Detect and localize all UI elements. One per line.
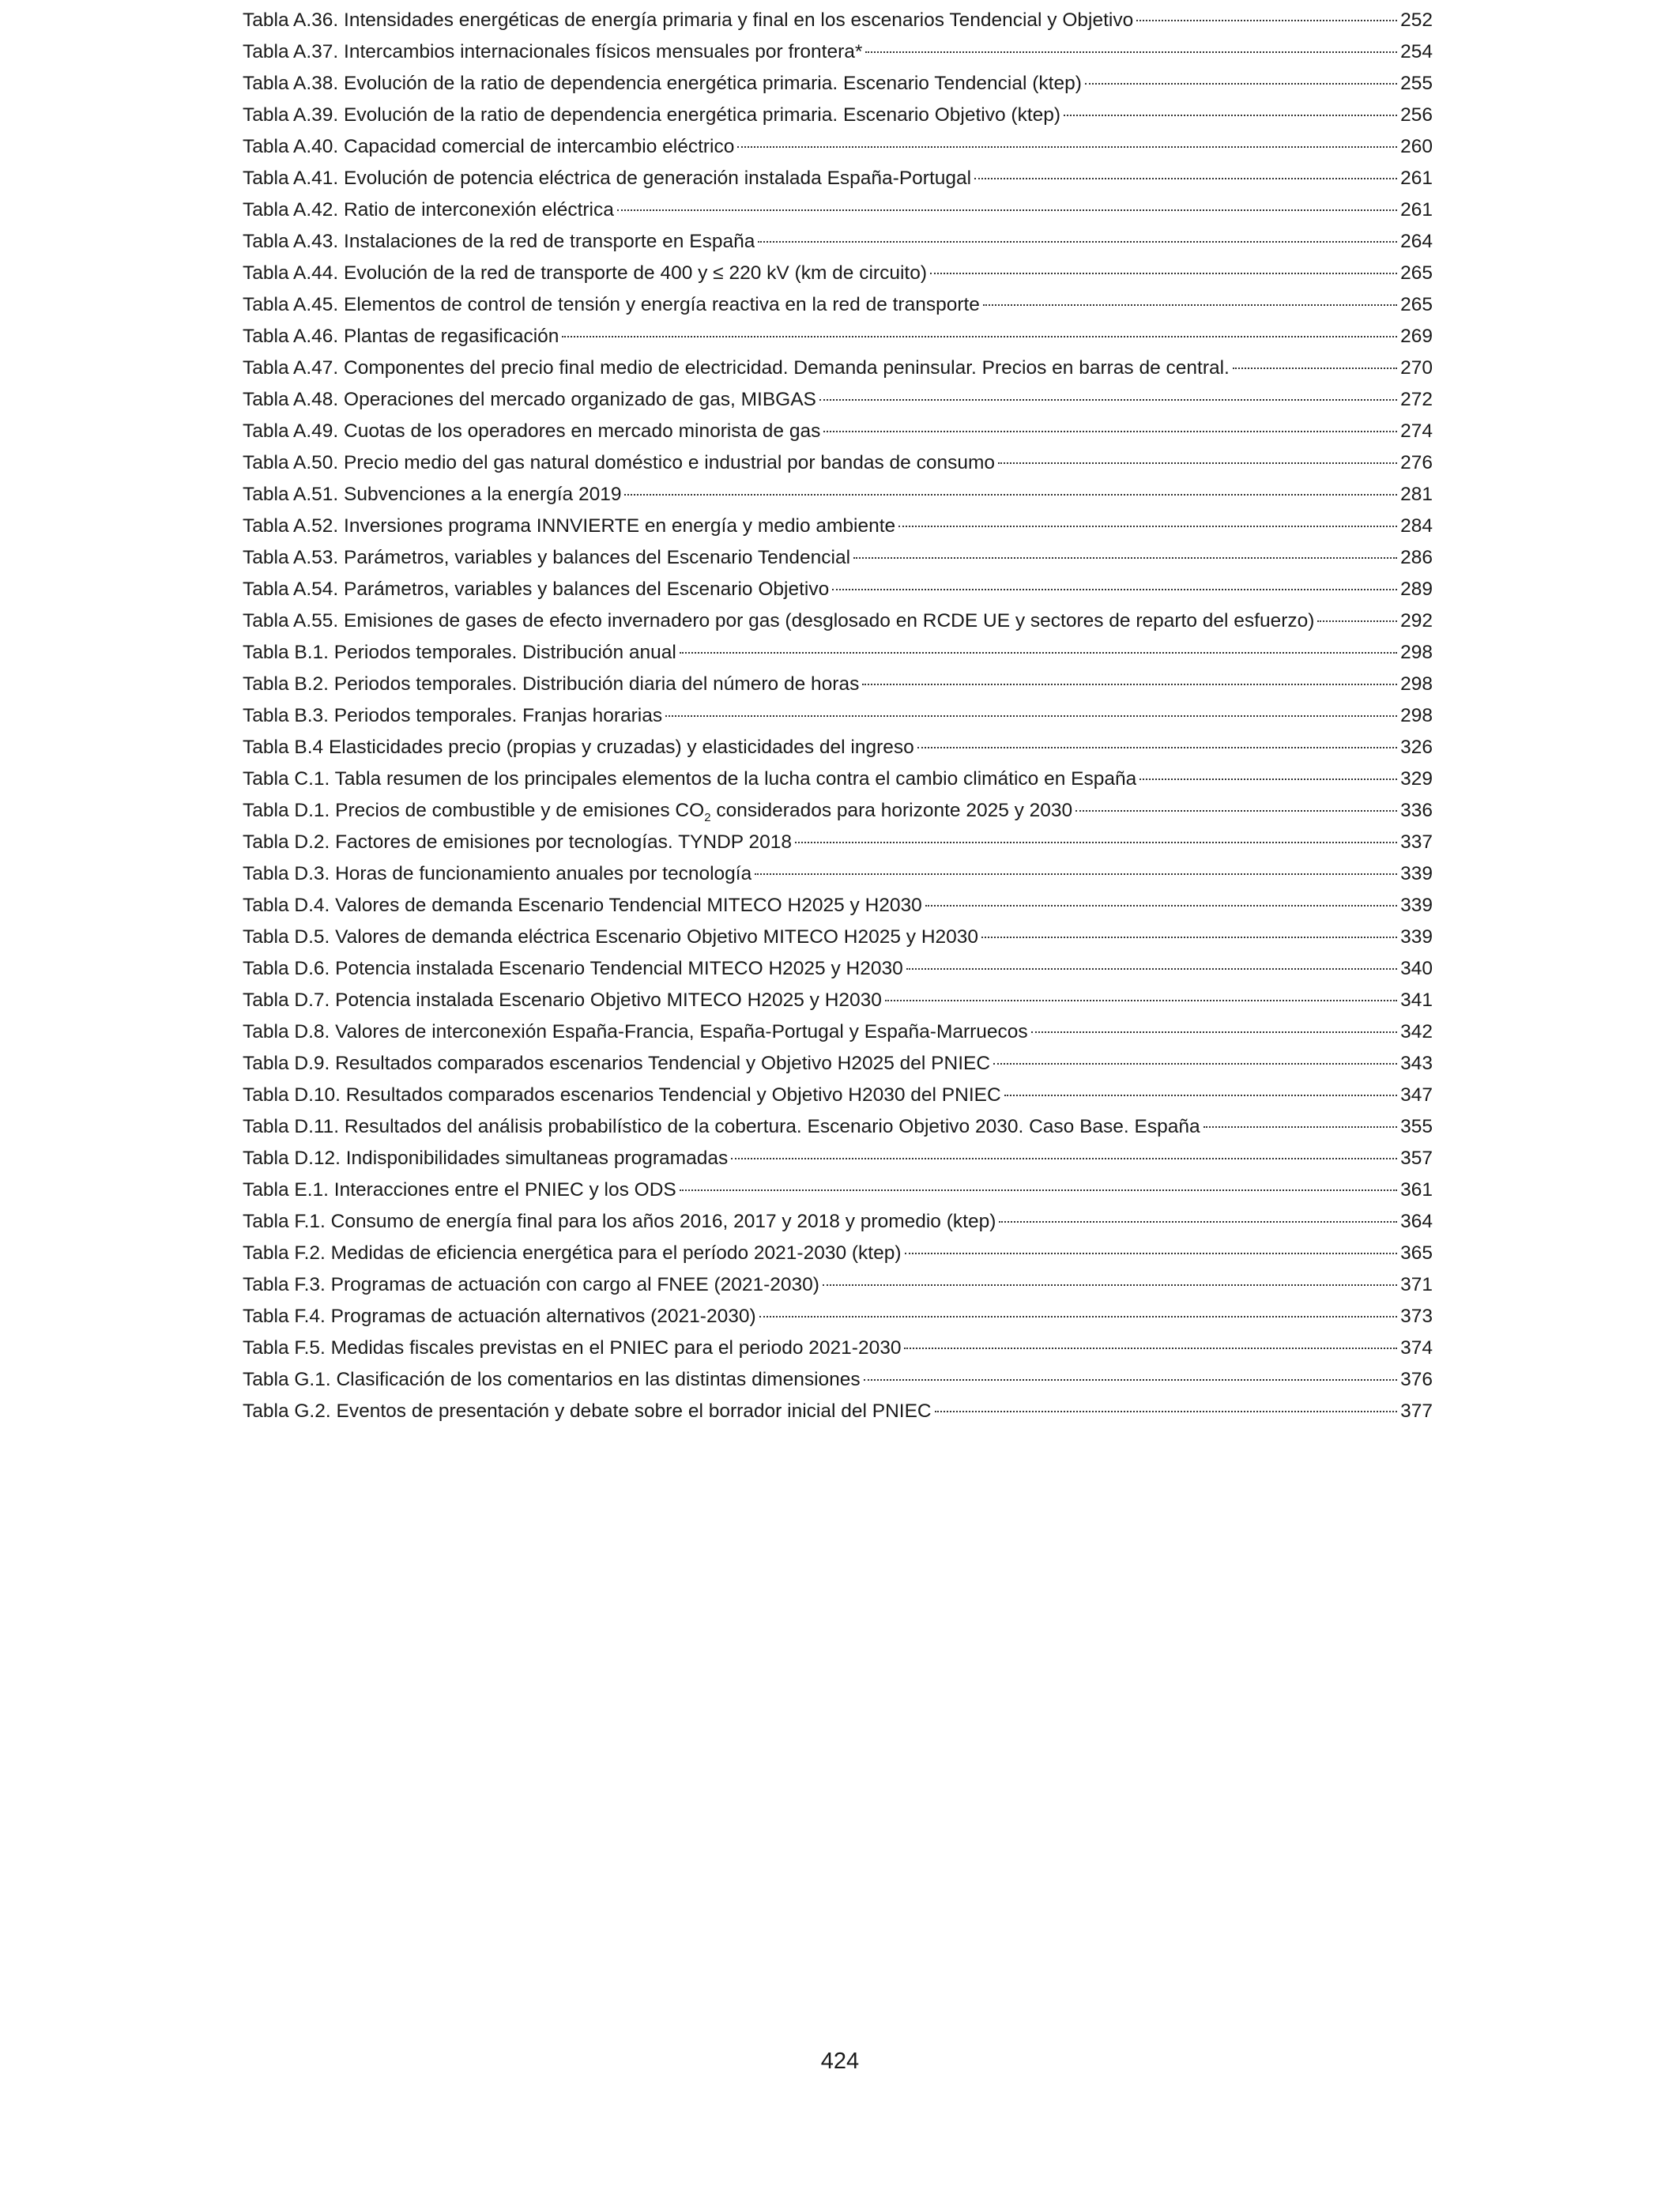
toc-entry[interactable]: [243, 700, 1433, 732]
toc-entry-title-text: Tabla D.12. Indisponibilidades simultaneas programadas: [243, 1148, 729, 1169]
toc-entry-title[interactable]: [243, 1333, 901, 1364]
toc-entry-title[interactable]: [243, 511, 895, 542]
toc-entry-title-text: Tabla F.2. Medidas de eficiencia energética para el período 2021-2030 (ktep): [243, 1242, 902, 1264]
toc-entry[interactable]: [243, 637, 1433, 669]
toc-entry-title[interactable]: [243, 479, 621, 511]
toc-entry-title-text: Tabla B.1. Periodos temporales. Distribución anual: [243, 642, 676, 663]
toc-entry-title-text: Tabla A.51. Subvenciones a la energía 2019: [243, 484, 622, 505]
toc-entry-title-text: Tabla A.44. Evolución de la red de transporte de 400 y ≤ 220 kV (km de circuito): [243, 262, 927, 284]
toc-entry[interactable]: [243, 258, 1433, 289]
toc-entry[interactable]: [243, 827, 1433, 858]
toc-entry-page-number[interactable]: 365: [1400, 1242, 1433, 1264]
toc-entry[interactable]: [243, 1206, 1433, 1238]
toc-entry-title-text: Tabla A.41. Evolución de potencia eléctrica de generación instalada España-Portugal: [243, 168, 972, 189]
toc-dot-leader: [974, 178, 1397, 179]
toc-entry-title[interactable]: [243, 68, 1082, 100]
toc-entry[interactable]: [243, 416, 1433, 447]
toc-dot-leader: [832, 589, 1397, 590]
toc-dot-leader: [1004, 1095, 1397, 1096]
toc-entry-title-text: Tabla F.5. Medidas fiscales previstas en el PNIEC para el periodo 2021-2030: [243, 1337, 902, 1359]
toc-entry-title[interactable]: [243, 416, 820, 447]
toc-entry-page-number[interactable]: 254: [1400, 41, 1433, 62]
toc-entry[interactable]: [243, 289, 1433, 321]
toc-entry-title[interactable]: [243, 36, 862, 68]
toc-entry-title-text: Tabla A.47. Componentes del precio final medio de electricidad. Demanda peninsular. Precios en barras de central.: [243, 357, 1230, 379]
toc-dot-leader: [680, 1189, 1397, 1191]
toc-entry-page-number[interactable]: 374: [1400, 1337, 1433, 1359]
toc-entry-title-text: Tabla D.7. Potencia instalada Escenario Objetivo MITECO H2025 y H2030: [243, 990, 882, 1011]
toc-entry-title[interactable]: [243, 352, 1230, 384]
toc-entry[interactable]: [243, 194, 1433, 226]
toc-entry[interactable]: [243, 605, 1433, 637]
toc-entry-title-text: Tabla A.49. Cuotas de los operadores en mercado minorista de gas: [243, 420, 821, 442]
toc-entry-title-text: Tabla G.1. Clasificación de los comentarios en las distintas dimensiones: [243, 1369, 861, 1390]
toc-entry[interactable]: [243, 890, 1433, 922]
toc-entry-title-text: Tabla A.46. Plantas de regasificación: [243, 326, 559, 347]
toc-entry-title[interactable]: [243, 1269, 819, 1301]
toc-dot-leader: [999, 1221, 1397, 1223]
toc-entry[interactable]: [243, 1048, 1433, 1080]
toc-entry[interactable]: [243, 922, 1433, 953]
toc-entry-page-number[interactable]: 270: [1400, 357, 1433, 379]
table-of-contents-list: [243, 5, 1433, 1427]
toc-entry-page-number[interactable]: 289: [1400, 579, 1433, 600]
toc-dot-leader: [617, 209, 1397, 211]
toc-entry-title[interactable]: [243, 732, 914, 763]
toc-entry-title[interactable]: [243, 1238, 902, 1269]
toc-entry-page-number[interactable]: 269: [1400, 326, 1433, 347]
toc-entry-page-number[interactable]: 340: [1400, 958, 1433, 979]
toc-entry-page-number[interactable]: 281: [1400, 484, 1433, 505]
toc-entry-page-number[interactable]: 364: [1400, 1211, 1433, 1232]
toc-entry-page-number[interactable]: 286: [1400, 547, 1433, 568]
toc-entry-page-number[interactable]: 252: [1400, 9, 1433, 31]
toc-entry-title[interactable]: [243, 1206, 996, 1238]
toc-entry-page-number[interactable]: 371: [1400, 1274, 1433, 1295]
toc-entry-title[interactable]: [243, 574, 829, 605]
toc-entry-title-text: Tabla C.1. Tabla resumen de los principales elementos de la lucha contra el cambio climático en España: [243, 768, 1137, 790]
toc-dot-leader: [1139, 778, 1397, 780]
toc-entry-title[interactable]: [243, 1174, 676, 1206]
toc-dot-leader: [624, 494, 1397, 496]
toc-entry-page-number[interactable]: 264: [1400, 231, 1433, 252]
toc-entry-page-number[interactable]: 339: [1400, 895, 1433, 916]
toc-entry[interactable]: [243, 1396, 1433, 1427]
toc-entry-page-number[interactable]: 255: [1400, 73, 1433, 94]
toc-entry-page-number[interactable]: 377: [1400, 1400, 1433, 1422]
toc-dot-leader: [885, 1000, 1397, 1001]
toc-entry[interactable]: [243, 669, 1433, 700]
toc-entry-title[interactable]: [243, 1048, 990, 1080]
toc-entry-title[interactable]: [243, 542, 850, 574]
toc-entry-page-number[interactable]: 298: [1400, 673, 1433, 695]
toc-entry-title[interactable]: [243, 384, 816, 416]
toc-entry[interactable]: [243, 542, 1433, 574]
toc-entry[interactable]: [243, 479, 1433, 511]
toc-entry-title-text: Tabla B.3. Periodos temporales. Franjas horarias: [243, 705, 663, 726]
toc-entry-page-number[interactable]: 361: [1400, 1179, 1433, 1201]
toc-entry-title[interactable]: [243, 700, 662, 732]
toc-entry[interactable]: [243, 131, 1433, 163]
toc-entry-page-number[interactable]: 373: [1400, 1306, 1433, 1327]
toc-entry-title-text: Tabla A.52. Inversiones programa INNVIERTE en energía y medio ambiente: [243, 515, 896, 537]
toc-entry-page-number[interactable]: 339: [1400, 926, 1433, 948]
toc-entry[interactable]: [243, 858, 1433, 890]
toc-entry-title[interactable]: [243, 605, 1314, 637]
toc-entry-title[interactable]: [243, 637, 676, 669]
toc-entry-title[interactable]: [243, 669, 859, 700]
toc-entry[interactable]: [243, 1111, 1433, 1143]
toc-entry-title[interactable]: [243, 100, 1060, 131]
toc-entry-title[interactable]: [243, 226, 755, 258]
toc-entry[interactable]: [243, 1301, 1433, 1333]
toc-dot-leader: [755, 873, 1397, 875]
toc-entry-title-text: Tabla A.42. Ratio de interconexión eléctrica: [243, 199, 614, 221]
toc-entry-title[interactable]: [243, 131, 734, 163]
toc-entry[interactable]: [243, 953, 1433, 985]
toc-dot-leader: [737, 146, 1397, 148]
toc-entry-page-number[interactable]: 341: [1400, 990, 1433, 1011]
toc-entry-title[interactable]: [243, 321, 559, 352]
toc-dot-leader: [1085, 83, 1397, 85]
toc-entry-title-text: Tabla D.5. Valores de demanda eléctrica Escenario Objetivo MITECO H2025 y H2030: [243, 926, 979, 948]
page-number: 424: [820, 2049, 860, 2074]
toc-entry-page-number[interactable]: 256: [1400, 104, 1433, 126]
toc-entry[interactable]: [243, 1143, 1433, 1174]
toc-entry[interactable]: [243, 1364, 1433, 1396]
toc-dot-leader: [1203, 1126, 1397, 1128]
toc-entry-title[interactable]: [243, 1080, 1001, 1111]
toc-entry-page-number[interactable]: 329: [1400, 768, 1433, 790]
toc-entry-title-text: Tabla D.2. Factores de emisiones por tecnologías. TYNDP 2018: [243, 831, 792, 853]
toc-dot-leader: [759, 1316, 1397, 1318]
toc-entry[interactable]: [243, 985, 1433, 1016]
toc-entry-page-number[interactable]: 265: [1400, 262, 1433, 284]
toc-entry[interactable]: [243, 574, 1433, 605]
toc-entry-page-number[interactable]: 274: [1400, 420, 1433, 442]
toc-entry[interactable]: [243, 732, 1433, 763]
toc-entry[interactable]: [243, 1080, 1433, 1111]
toc-entry-title-text: Tabla D.10. Resultados comparados escenarios Tendencial y Objetivo H2030 del PNIEC: [243, 1084, 1001, 1106]
toc-entry-page-number[interactable]: 342: [1400, 1021, 1433, 1042]
toc-entry[interactable]: [243, 447, 1433, 479]
toc-entry-title-text: Tabla E.1. Interacciones entre el PNIEC y los ODS: [243, 1179, 676, 1201]
toc-entry-page-number[interactable]: 261: [1400, 168, 1433, 189]
toc-entry-page-number[interactable]: 272: [1400, 389, 1433, 410]
toc-entry-page-number[interactable]: 260: [1400, 136, 1433, 157]
toc-dot-leader: [823, 1284, 1397, 1286]
toc-entry-title-text: Tabla A.37. Intercambios internacionales físicos mensuales por frontera*: [243, 41, 863, 62]
toc-entry-title-text: Tabla D.6. Potencia instalada Escenario Tendencial MITECO H2025 y H2030: [243, 958, 903, 979]
toc-dot-leader: [865, 51, 1397, 53]
toc-entry-title[interactable]: [243, 1364, 861, 1396]
toc-entry[interactable]: [243, 352, 1433, 384]
toc-entry-page-number[interactable]: 261: [1400, 199, 1433, 221]
toc-entry-title[interactable]: [243, 890, 922, 922]
toc-dot-leader: [795, 842, 1397, 843]
toc-entry-page-number[interactable]: 343: [1400, 1053, 1433, 1074]
toc-entry-page-number[interactable]: 336: [1400, 800, 1433, 821]
toc-entry-title-text: Tabla D.11. Resultados del análisis probabilístico de la cobertura. Escenario Objetivo 2030. Caso Base. España: [243, 1116, 1200, 1137]
toc-dot-leader: [981, 937, 1397, 938]
toc-entry-page-number[interactable]: 298: [1400, 705, 1433, 726]
toc-dot-leader: [935, 1411, 1398, 1412]
toc-dot-leader: [680, 652, 1397, 654]
toc-entry[interactable]: [243, 1238, 1433, 1269]
toc-entry[interactable]: [243, 795, 1433, 827]
toc-entry[interactable]: [243, 511, 1433, 542]
toc-dot-leader: [917, 747, 1397, 748]
toc-entry-title[interactable]: [243, 858, 751, 890]
toc-entry-page-number[interactable]: 298: [1400, 642, 1433, 663]
toc-entry-title-text: Tabla A.53. Parámetros, variables y balances del Escenario Tendencial: [243, 547, 851, 568]
toc-dot-leader: [925, 905, 1397, 907]
toc-entry-title-text: Tabla A.50. Precio medio del gas natural doméstico e industrial por bandas de consumo: [243, 452, 995, 473]
toc-entry-title-text: Tabla A.40. Capacidad comercial de intercambio eléctrico: [243, 136, 735, 157]
toc-entry-title-text: Tabla A.38. Evolución de la ratio de dependencia energética primaria. Escenario Tendencial (ktep): [243, 73, 1082, 94]
toc-entry-title[interactable]: [243, 194, 614, 226]
toc-entry-title[interactable]: [243, 163, 971, 194]
toc-entry[interactable]: [243, 384, 1433, 416]
toc-entry[interactable]: [243, 1269, 1433, 1301]
toc-entry-title[interactable]: [243, 258, 927, 289]
toc-dot-leader: [823, 431, 1397, 432]
toc-entry-title-text: Tabla B.2. Periodos temporales. Distribución diaria del número de horas: [243, 673, 860, 695]
toc-entry[interactable]: [243, 321, 1433, 352]
toc-entry-page-number[interactable]: 284: [1400, 515, 1433, 537]
toc-dot-leader: [993, 1063, 1397, 1065]
toc-entry-page-number[interactable]: 265: [1400, 294, 1433, 315]
toc-entry-title-text: Tabla F.1. Consumo de energía final para los años 2016, 2017 y 2018 y promedio (ktep): [243, 1211, 996, 1232]
toc-entry-title-text: Tabla A.36. Intensidades energéticas de energía primaria y final en los escenarios Tendencial y Objetivo: [243, 9, 1134, 31]
toc-entry[interactable]: [243, 163, 1433, 194]
toc-dot-leader: [930, 273, 1397, 274]
toc-entry-page-number[interactable]: 292: [1400, 610, 1433, 631]
toc-entry-title-text: Tabla D.1. Precios de combustible y de emisiones CO: [243, 800, 705, 821]
toc-entry-title[interactable]: [243, 1396, 932, 1427]
toc-entry-page-number[interactable]: 339: [1400, 863, 1433, 884]
toc-entry-title-text: Tabla A.55. Emisiones de gases de efecto invernadero por gas (desglosado en RCDE UE y sectores de reparto del esfuerzo): [243, 610, 1315, 631]
toc-entry[interactable]: [243, 100, 1433, 131]
toc-entry-title[interactable]: [243, 289, 980, 321]
toc-entry-title-rest: considerados para horizonte 2025 y 2030: [710, 800, 1073, 821]
toc-dot-leader: [1031, 1031, 1397, 1033]
toc-entry-title[interactable]: [243, 985, 882, 1016]
toc-entry-title-text: Tabla F.4. Programas de actuación alternativos (2021-2030): [243, 1306, 756, 1327]
toc-entry-title[interactable]: [243, 827, 792, 858]
toc-dot-leader: [864, 1379, 1397, 1381]
toc-entry-page-number[interactable]: 326: [1400, 737, 1433, 758]
toc-dot-leader: [1075, 810, 1397, 812]
toc-entry-title-text: Tabla A.48. Operaciones del mercado organizado de gas, MIBGAS: [243, 389, 816, 410]
toc-entry-title-text: Tabla G.2. Eventos de presentación y debate sobre el borrador inicial del PNIEC: [243, 1400, 932, 1422]
toc-entry-title-text: Tabla D.8. Valores de interconexión España-Francia, España-Portugal y España-Marruecos: [243, 1021, 1028, 1042]
toc-dot-leader: [898, 526, 1397, 527]
toc-entry[interactable]: [243, 5, 1433, 36]
toc-entry-title[interactable]: [243, 5, 1133, 36]
toc-entry-title[interactable]: [243, 795, 1072, 827]
toc-dot-leader: [904, 1348, 1397, 1349]
toc-entry-title-text: Tabla B.4 Elasticidades precio (propias y cruzadas) y elasticidades del ingreso: [243, 737, 914, 758]
toc-entry-title[interactable]: [243, 1301, 756, 1333]
toc-entry-page-number[interactable]: 276: [1400, 452, 1433, 473]
toc-dot-leader: [983, 304, 1397, 306]
toc-dot-leader: [1317, 620, 1397, 622]
toc-dot-leader: [562, 336, 1397, 337]
toc-entry[interactable]: [243, 226, 1433, 258]
toc-entry-title[interactable]: [243, 922, 978, 953]
toc-dot-leader: [819, 399, 1397, 401]
toc-dot-leader: [758, 241, 1397, 243]
toc-dot-leader: [731, 1158, 1397, 1159]
toc-entry-title[interactable]: [243, 1016, 1028, 1048]
toc-dot-leader: [853, 557, 1397, 559]
toc-entry-title[interactable]: [243, 1143, 728, 1174]
toc-entry-page-number[interactable]: 347: [1400, 1084, 1433, 1106]
toc-entry-page-number[interactable]: 357: [1400, 1148, 1433, 1169]
toc-entry-title-text: Tabla D.3. Horas de funcionamiento anuales por tecnología: [243, 863, 752, 884]
toc-dot-leader: [1233, 368, 1397, 369]
toc-entry[interactable]: [243, 1333, 1433, 1364]
toc-entry[interactable]: [243, 763, 1433, 795]
toc-entry-title-text: Tabla F.3. Programas de actuación con cargo al FNEE (2021-2030): [243, 1274, 819, 1295]
toc-dot-leader: [998, 462, 1397, 464]
toc-entry-title[interactable]: [243, 953, 903, 985]
toc-entry-title[interactable]: [243, 447, 995, 479]
toc-entry-title[interactable]: [243, 1111, 1200, 1143]
toc-entry-page-number[interactable]: 337: [1400, 831, 1433, 853]
toc-entry[interactable]: [243, 68, 1433, 100]
toc-dot-leader: [905, 1253, 1398, 1254]
toc-entry-title-text: Tabla A.54. Parámetros, variables y balances del Escenario Objetivo: [243, 579, 830, 600]
toc-entry-title-text: Tabla A.43. Instalaciones de la red de transporte en España: [243, 231, 755, 252]
toc-entry-title-text: Tabla D.4. Valores de demanda Escenario Tendencial MITECO H2025 y H2030: [243, 895, 922, 916]
toc-dot-leader: [906, 968, 1397, 970]
toc-dot-leader: [1064, 115, 1397, 116]
toc-entry[interactable]: [243, 1174, 1433, 1206]
toc-entry[interactable]: [243, 36, 1433, 68]
toc-entry-title-text: Tabla A.45. Elementos de control de tensión y energía reactiva en la red de transporte: [243, 294, 980, 315]
toc-dot-leader: [862, 684, 1397, 685]
toc-dot-leader: [665, 715, 1397, 717]
toc-entry-page-number[interactable]: 355: [1400, 1116, 1433, 1137]
toc-dot-leader: [1136, 20, 1397, 21]
toc-entry-title-text: Tabla A.39. Evolución de la ratio de dependencia energética primaria. Escenario Objetivo (ktep): [243, 104, 1061, 126]
toc-entry-title-text: Tabla D.9. Resultados comparados escenarios Tendencial y Objetivo H2025 del PNIEC: [243, 1053, 991, 1074]
toc-entry-title[interactable]: [243, 763, 1136, 795]
toc-entry-page-number[interactable]: 376: [1400, 1369, 1433, 1390]
toc-entry[interactable]: [243, 1016, 1433, 1048]
toc-entry-title-subscript: 2: [704, 810, 711, 824]
